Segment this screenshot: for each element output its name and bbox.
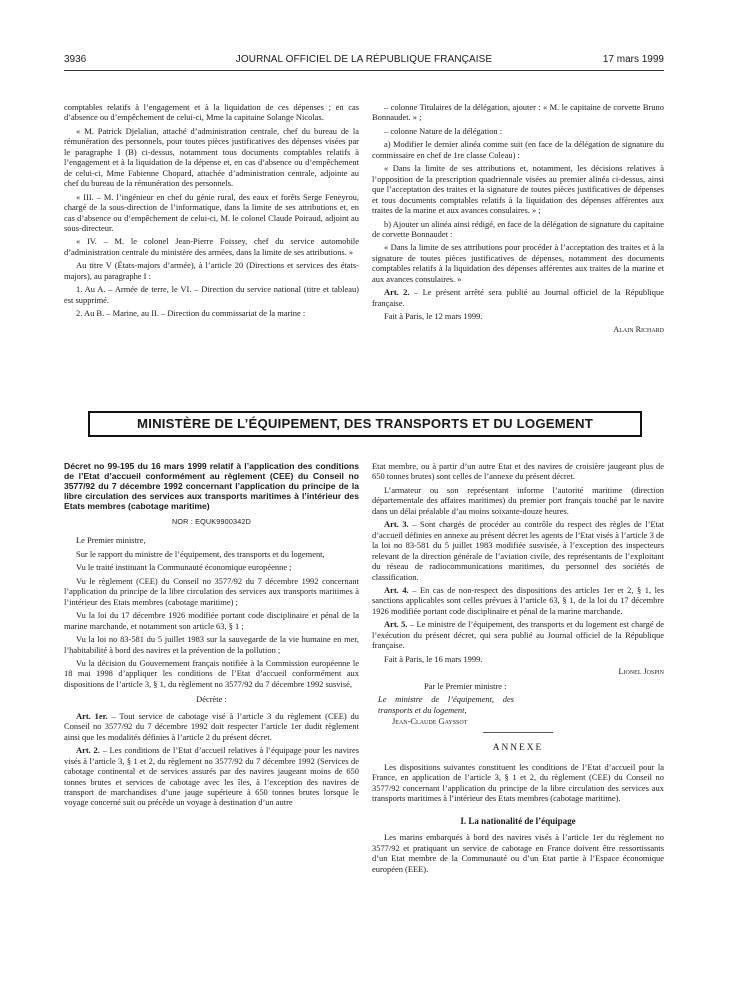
- paragraph: – colonne Nature de la délégation :: [384, 125, 503, 136]
- paragraph: Vu la décision du Gouvernement français notifiée à la Commission européenne le 18 mai 1998 d’appliquer les conditions de l’Etat d’accueil conformément aux dispositions de l’article 3, § 1, du règlement no 3577/92 du 7 décembre 1992 susvisé,: [64, 657, 359, 689]
- article-text: – En cas de non-respect des dispositions des articles 1er et 2, § 1, les sanctions applicables sont celles prévues à l’article 63, § 1, de la loi du 17 décembre 1926 modifiée portant code disciplinaire et pénal de la marine marchande.: [372, 584, 664, 616]
- issue-date: 17 mars 1999: [602, 54, 664, 65]
- separator-rule: [483, 732, 553, 733]
- page-number: 3936: [64, 54, 87, 65]
- paragraph: comptables relatifs à l’engagement et à la liquidation de ces dépenses ; en cas d’absence ou d’empêchement de celui-ci, Mme la capitaine Solange Nicolas.: [64, 102, 359, 123]
- paragraph: « Dans la limite de ses attributions pour procéder à l’acceptation des traites et à la signature de toutes pièces justificatives de dépenses, notamment des documents comptables relatifs à la liquidation des dépenses afférentes aux traites de la marine et aux avances consulaires. »: [372, 242, 664, 284]
- article-1: [64, 711, 359, 742]
- article-label: Art. 1er.: [76, 710, 108, 721]
- paragraph: « Dans la limite de ses attributions et, notamment, les décisions relatives à l’opposition de la prescription quadriennale visées au premier alinéa ci-dessus, ainsi que l’acceptation des traites et la signature de toutes pièces justificatives de dépenses et tous documents comptables relatifs à la liquidation des dépenses afférentes aux traites de la marine et aux avances consulaires. » ;: [372, 163, 664, 216]
- page-header: [64, 54, 664, 70]
- paragraph: 2. Au B. – Marine, au II. – Direction du commissariat de la marine :: [76, 308, 306, 319]
- article-4: [372, 585, 664, 616]
- journal-title: JOURNAL OFFICIEL DE LA RÉPUBLIQUE FRANÇAISE: [235, 54, 493, 65]
- paragraph: Vu le règlement (CEE) du Conseil no 3577/92 du 7 décembre 1992 concernant l’application du principe de la libre circulation des services aux transports maritimes à l’intérieur des Etats membres (cabotage maritime) ;: [64, 575, 359, 607]
- article-2: [372, 287, 664, 308]
- article-label: Art. 3.: [384, 519, 409, 530]
- article-text: – Le présent arrêté sera publié au Journal officiel de la République française.: [372, 287, 664, 308]
- paragraph: Vu le traité instituant la Communauté économique européenne ;: [76, 562, 292, 573]
- paragraph: Le Premier ministre,: [76, 535, 146, 546]
- paragraph: Au titre V (États-majors d’armée), à l’article 20 (Directions et services des états-majors), au paragraphe I :: [64, 260, 359, 281]
- annexe-title: ANNEXE: [492, 743, 544, 754]
- minister-name: Jean-Claude Gayssot: [392, 715, 468, 726]
- paragraph: a) Modifier le dernier alinéa comme suit (en face de la délégation de signature du commissaire en chef de 1re classe Coleau) :: [372, 139, 664, 160]
- article-label: Art. 5.: [384, 619, 408, 630]
- par-premier-ministre: Par le Premier ministre :: [424, 680, 507, 691]
- done-at: Fait à Paris, le 16 mars 1999.: [384, 653, 483, 664]
- header-rule: [64, 70, 664, 71]
- article-label: Art. 2.: [384, 287, 410, 298]
- top-right-column: [372, 102, 664, 338]
- paragraph: Etat membre, ou à partir d’un autre Etat et des navires de croisière jaugeant plus de 650 tonnes brutes) sont celles de l’annexe du présent décret.: [372, 461, 664, 482]
- paragraph: – colonne Titulaires de la délégation, ajouter : « M. le capitaine de corvette Bruno Bonnaudet. » ;: [372, 102, 664, 123]
- paragraph: « III. – M. l’ingénieur en chef du génie rural, des eaux et forêts Serge Feneyrou, chargé de la sous-direction de l’informatique, dans la limite de ses attributions et, en cas d’absence ou d’empêchement de celui-ci, M. le colonel Claude Poiraud, adjoint au sous-directeur.: [64, 191, 359, 233]
- signatory: Alain Richard: [613, 324, 664, 334]
- paragraph: L’armateur ou son représentant informe l’autorité maritime (direction départementale des affaires maritimes) du premier port français touché par le navire dans un délai préalable d’au moins soixante-douze heures.: [372, 484, 664, 516]
- decree-title: Décret no 99-195 du 16 mars 1999 relatif à l’application des conditions de l’Etat d’accueil conformément au règlement (CEE) du Conseil no 3577/92 du 7 décembre 1992 concernant l’application du principe de la libre circulation des services aux transports maritimes à l’intérieur des Etats membres (cabotage maritime): [64, 461, 359, 511]
- paragraph: « IV. – M. le colonel Jean-Pierre Foissey, chef du service automobile d’administration centrale du ministère des armées, dans la limite de ses attributions. »: [64, 236, 359, 257]
- ministry-banner: MINISTÈRE DE L’ÉQUIPEMENT, DES TRANSPORTS ET DU LOGEMENT: [88, 411, 642, 437]
- decree-right-column: [372, 461, 664, 877]
- paragraph: Vu la loi no 83-581 du 5 juillet 1983 sur la sauvegarde de la vie humaine en mer, l’habitabilité à bord des navires et la prévention de la pollution ;: [64, 634, 359, 655]
- annexe-section-text: Les marins embarqués à bord des navires visés à l’article 1er du règlement no 3577/92 et pratiquant un service de cabotage en France doivent être ressortissants d’un Etat membre de la Communauté ou d’un Etat partie à l’Espace économique européen (EEE).: [372, 832, 664, 874]
- decree-left-column: [64, 461, 359, 811]
- top-left-column: [64, 102, 359, 322]
- article-label: Art. 4.: [384, 584, 409, 595]
- minister-role: Le ministre de l’équipement, des transports et du logement,: [378, 694, 514, 715]
- article-text: – Tout service de cabotage visé à l’article 3 du règlement (CEE) du Conseil no 3577/92 du 7 décembre 1992 doit respecter l’article 1er dudit règlement ainsi que les modalités définies à l’article 2 du présent décret.: [64, 710, 359, 742]
- nor-reference: NOR : EQUK9900342D: [171, 517, 252, 526]
- paragraph: Vu la loi du 17 décembre 1926 modifiée portant code disciplinaire et pénal de la marine marchande, et notamment son article 63, § 1 ;: [64, 610, 359, 631]
- article-5: [372, 619, 664, 650]
- paragraph: 1. Au A. – Armée de terre, le VI. – Direction du service national (titre et tableau) est supprimé.: [64, 284, 359, 305]
- paragraph: b) Ajouter un alinéa ainsi rédigé, en face de la délégation de signature du capitaine de corvette Bonnaudet :: [372, 218, 664, 239]
- annexe-section-heading: I. La nationalité de l’équipage: [460, 815, 576, 826]
- article-label: Art. 2.: [76, 745, 100, 756]
- signatory: Lionel Jospin: [618, 667, 664, 677]
- article-3: [372, 519, 664, 582]
- decrete-heading: Décrète :: [196, 694, 227, 705]
- paragraph: « M. Patrick Djelalian, attaché d’administration centrale, chef du bureau de la rémunération des personnels, pour toutes pièces justificatives des dépenses visées par le paragraphe I (B) ci-dessus, notamment tous documents comptables relatifs à l’engagement et à la liquidation de la dépense et, en cas d’absence ou d’empêchement de celui-ci, Mme Fabienne Chopard, attachée d’administration centrale, adjointe au chef du bureau de la rémunération des personnels.: [64, 125, 359, 189]
- article-text: – Sont chargés de procéder au contrôle du respect des règles de l’Etat d’accueil définies en annexe au présent décret les agents de l’Etat visés à l’article 3 de la loi no 83-581 du 5 juillet 1983 modifiée susvisée, à l’exception des inspecteurs relevant de la direction générale de l’aviation civile, des représentants de l’exploitant du réseau de radiocommunications maritimes, du personnel des sociétés de classification.: [372, 519, 664, 582]
- annexe-intro: Les dispositions suivantes constituent les conditions de l’Etat d’accueil pour la France, en application de l’article 3, § 1 et 2, du règlement (CEE) du Conseil no 3577/92 concernant l’application du principe de la libre circulation des services aux transports maritimes à l’intérieur des Etats membres (cabotage maritime).: [372, 761, 664, 804]
- article-text: – Les conditions de l’Etat d’accueil relatives à l’équipage pour les navires visés à l’article 3, § 1 et 2, du règlement no 3577/92 du 7 décembre 1992 (Services de cabotage continental et de services assurés par des navires jaugeant moins de 650 tonnes brutes et services de cabotage avec les îles, à l’exception des navires de transport de marchandises d’une jauge supérieure à 650 tonnes brutes lorsque le voyage concerné suit ou précède un voyage à destination d’un autre: [64, 745, 359, 808]
- done-at: Fait à Paris, le 12 mars 1999.: [384, 311, 483, 322]
- paragraph: Sur le rapport du ministre de l’équipement, des transports et du logement,: [76, 548, 325, 559]
- article-text: – Le ministre de l’équipement, des transports et du logement est chargé de l’exécution du présent décret, qui sera publié au Journal officiel de la République française.: [372, 619, 664, 651]
- article-2: [64, 745, 359, 808]
